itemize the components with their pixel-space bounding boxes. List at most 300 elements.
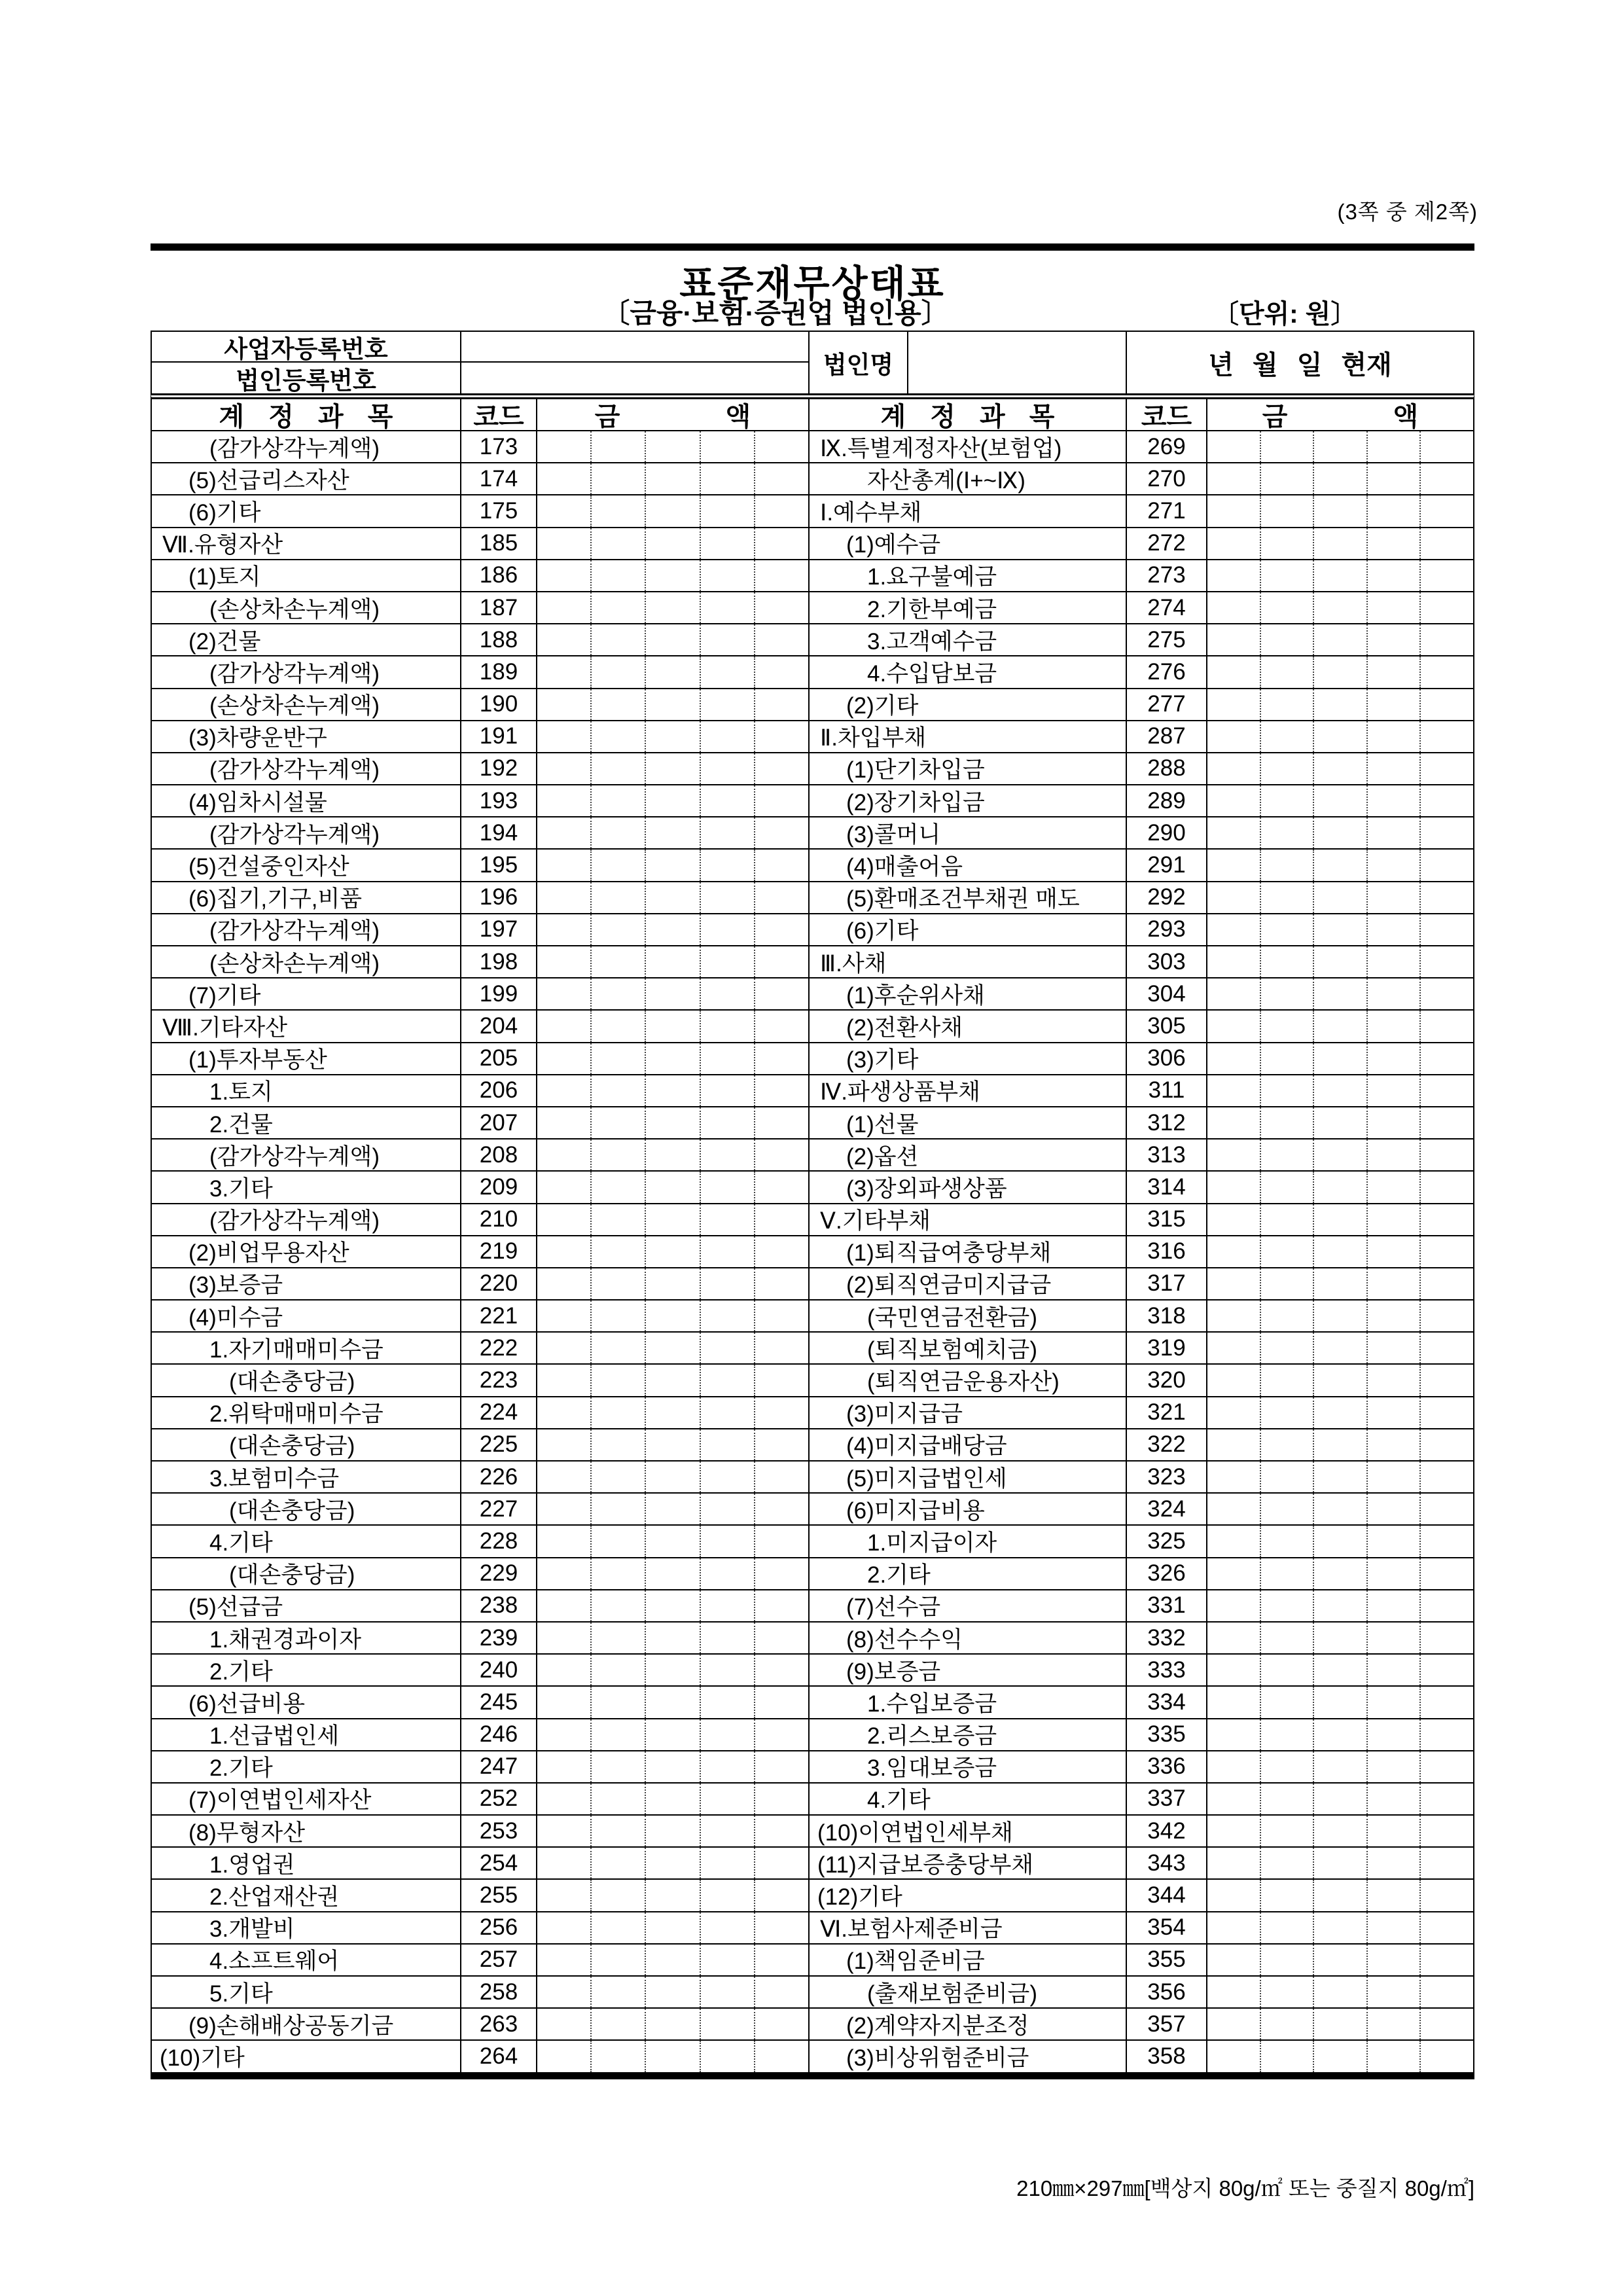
account-code: 239 xyxy=(461,1621,537,1653)
account-code: 240 xyxy=(461,1653,537,1685)
amount-digit-group xyxy=(645,1333,699,1363)
account-name: (퇴직연금운용자산) xyxy=(810,1363,1127,1395)
amount-cell xyxy=(1207,1621,1473,1653)
amount-digit-group xyxy=(1260,1655,1313,1685)
amount-digit-group xyxy=(1419,978,1473,1009)
amount-digit-group xyxy=(1260,978,1313,1009)
amount-digit-group xyxy=(700,431,754,462)
amount-digit-group xyxy=(1260,1397,1313,1428)
account-code: 174 xyxy=(461,462,537,494)
amount-digit-group xyxy=(645,1139,699,1170)
amount-digit-group xyxy=(537,1945,590,1975)
account-code: 229 xyxy=(461,1557,537,1589)
account-code: 356 xyxy=(1127,1975,1207,2007)
amount-digit-group xyxy=(645,817,699,848)
amount-cell xyxy=(1207,655,1473,687)
amount-digit-group xyxy=(754,1268,808,1299)
amount-digit-group xyxy=(590,1558,645,1589)
amount-digit-group xyxy=(1419,1880,1473,1910)
amount-cell xyxy=(537,945,810,977)
amount-digit-group xyxy=(754,1912,808,1943)
account-name: (5)선급금 xyxy=(152,1589,461,1621)
amount-digit-group xyxy=(645,656,699,687)
amount-digit-group xyxy=(754,1719,808,1750)
amount-digit-group xyxy=(645,1268,699,1299)
amount-digit-group xyxy=(754,817,808,848)
amount-digit-group xyxy=(537,528,590,559)
amount-digit-group xyxy=(1260,1784,1313,1814)
account-name: (대손충당금) xyxy=(152,1492,461,1524)
amount-digit-group xyxy=(700,2009,754,2039)
amount-digit-group xyxy=(590,689,645,720)
account-code: 258 xyxy=(461,1975,537,2007)
amount-digit-group xyxy=(700,978,754,1009)
business-reg-number-field[interactable] xyxy=(461,332,810,363)
amount-digit-group xyxy=(1366,1880,1420,1910)
account-code: 322 xyxy=(1127,1428,1207,1460)
amount-digit-group xyxy=(1313,560,1366,591)
amount-cell xyxy=(537,816,810,848)
account-code: 315 xyxy=(1127,1203,1207,1235)
account-name: (감가상각누계액) xyxy=(152,430,461,462)
account-code: 320 xyxy=(1127,1363,1207,1395)
amount-digit-group xyxy=(590,1912,645,1943)
amount-digit-group xyxy=(1419,1011,1473,1041)
amount-digit-group xyxy=(537,753,590,784)
amount-digit-group xyxy=(700,1945,754,1975)
amount-digit-group xyxy=(590,914,645,945)
amount-digit-group xyxy=(1260,1816,1313,1846)
amount-cell xyxy=(1207,1203,1473,1235)
amount-digit-group xyxy=(1207,495,1260,526)
amount-digit-group xyxy=(537,978,590,1009)
amount-digit-group xyxy=(1419,1107,1473,1138)
account-code: 317 xyxy=(1127,1267,1207,1299)
amount-digit-group xyxy=(700,463,754,494)
account-code: 210 xyxy=(461,1203,537,1235)
amount-digit-group xyxy=(1366,1655,1420,1685)
amount-cell xyxy=(537,1814,810,1846)
amount-digit-group xyxy=(1313,1268,1366,1299)
amount-digit-group xyxy=(1260,1558,1313,1589)
amount-digit-group xyxy=(645,978,699,1009)
amount-digit-group xyxy=(1419,1945,1473,1975)
amount-digit-group xyxy=(1260,560,1313,591)
amount-digit-group xyxy=(1366,1172,1420,1202)
account-name: (7)이연법인세자산 xyxy=(152,1782,461,1814)
account-name: (5)건설중인자산 xyxy=(152,848,461,880)
account-name: (3)미지급금 xyxy=(810,1396,1127,1428)
paper-spec-note: 210㎜×297㎜[백상지 80g/㎡ 또는 중질지 80g/㎡] xyxy=(1016,2176,1474,2200)
amount-cell xyxy=(537,2039,810,2072)
amount-digit-group xyxy=(645,689,699,720)
amount-digit-group xyxy=(754,656,808,687)
amount-digit-group xyxy=(537,1300,590,1331)
amount-digit-group xyxy=(645,1945,699,1975)
account-name: (감가상각누계액) xyxy=(152,913,461,945)
amount-cell xyxy=(537,462,810,494)
account-code: 337 xyxy=(1127,1782,1207,1814)
account-name: (8)무형자산 xyxy=(152,1814,461,1846)
account-code: 333 xyxy=(1127,1653,1207,1685)
amount-digit-group xyxy=(1419,1494,1473,1524)
amount-digit-group xyxy=(700,1011,754,1041)
account-code: 314 xyxy=(1127,1170,1207,1202)
amount-digit-group xyxy=(590,721,645,752)
amount-cell xyxy=(537,1878,810,1910)
amount-cell xyxy=(537,1492,810,1524)
amount-digit-group xyxy=(537,1236,590,1267)
amount-cell xyxy=(1207,881,1473,913)
amount-digit-group xyxy=(645,1751,699,1782)
amount-digit-group xyxy=(1313,1139,1366,1170)
account-name: (출재보험준비금) xyxy=(810,1975,1127,2007)
account-name: (손상차손누계액) xyxy=(152,945,461,977)
account-name: (퇴직보험예치금) xyxy=(810,1331,1127,1363)
amount-digit-group xyxy=(590,1816,645,1846)
amount-digit-group xyxy=(754,1590,808,1621)
amount-cell xyxy=(537,527,810,559)
amount-digit-group xyxy=(754,689,808,720)
amount-digit-group xyxy=(1260,1204,1313,1235)
account-code: 319 xyxy=(1127,1331,1207,1363)
amount-digit-group xyxy=(1260,2041,1313,2072)
account-name: (7)기타 xyxy=(152,977,461,1009)
amount-digit-group xyxy=(1260,1848,1313,1878)
amount-digit-group xyxy=(1313,1365,1366,1395)
amount-digit-group xyxy=(537,463,590,494)
amount-digit-group xyxy=(700,850,754,880)
amount-digit-group xyxy=(645,1462,699,1492)
account-name: (1)퇴직급여충당부채 xyxy=(810,1235,1127,1267)
amount-digit-group xyxy=(537,1043,590,1074)
account-name: Ⅷ.기타자산 xyxy=(152,1009,461,1041)
account-code: 293 xyxy=(1127,913,1207,945)
amount-digit-group xyxy=(1313,2041,1366,2072)
amount-digit-group xyxy=(700,1623,754,1653)
account-name: 5.기타 xyxy=(152,1975,461,2007)
amount-cell xyxy=(537,848,810,880)
amount-digit-group xyxy=(1366,914,1420,945)
amount-digit-group xyxy=(1313,1945,1366,1975)
amount-digit-group xyxy=(1419,624,1473,655)
account-code: 291 xyxy=(1127,848,1207,880)
column-header-account-left: 계 정 과 목 xyxy=(152,399,461,430)
amount-digit-group xyxy=(700,1848,754,1878)
amount-digit-group xyxy=(590,1784,645,1814)
amount-digit-group xyxy=(1366,1204,1420,1235)
amount-digit-group xyxy=(1207,431,1260,462)
amount-digit-group xyxy=(754,1107,808,1138)
amount-digit-group xyxy=(700,1590,754,1621)
amount-digit-group xyxy=(1207,1011,1260,1041)
amount-digit-group xyxy=(1366,721,1420,752)
amount-digit-group xyxy=(1207,528,1260,559)
amount-digit-group xyxy=(590,1526,645,1556)
amount-cell xyxy=(537,1074,810,1106)
account-code: 173 xyxy=(461,430,537,462)
amount-cell xyxy=(537,1042,810,1074)
amount-digit-group xyxy=(754,1397,808,1428)
amount-digit-group xyxy=(537,560,590,591)
amount-digit-group xyxy=(754,1526,808,1556)
amount-digit-group xyxy=(537,1075,590,1106)
amount-digit-group xyxy=(537,882,590,913)
amount-cell xyxy=(1207,1943,1473,1975)
amount-digit-group xyxy=(700,1687,754,1717)
amount-digit-group xyxy=(1260,753,1313,784)
amount-digit-group xyxy=(590,1848,645,1878)
account-name: Ⅵ.보험사제준비금 xyxy=(810,1911,1127,1943)
account-name: (감가상각누계액) xyxy=(152,1203,461,1235)
amount-digit-group xyxy=(1419,1139,1473,1170)
account-code: 311 xyxy=(1127,1074,1207,1106)
amount-digit-group xyxy=(1366,1011,1420,1041)
amount-digit-group xyxy=(590,1719,645,1750)
amount-digit-group xyxy=(1419,1655,1473,1685)
amount-digit-group xyxy=(590,1172,645,1202)
account-code: 332 xyxy=(1127,1621,1207,1653)
account-code: 204 xyxy=(461,1009,537,1041)
page-title: 표준재무상태표 xyxy=(679,263,946,305)
amount-digit-group xyxy=(1419,431,1473,462)
amount-digit-group xyxy=(700,528,754,559)
amount-cell xyxy=(1207,1267,1473,1299)
amount-cell xyxy=(1207,720,1473,752)
amount-digit-group xyxy=(1207,689,1260,720)
amount-cell xyxy=(537,430,810,462)
account-code: 189 xyxy=(461,655,537,687)
amount-digit-group xyxy=(1366,689,1420,720)
amount-digit-group xyxy=(1366,1494,1420,1524)
amount-digit-group xyxy=(1207,1655,1260,1685)
amount-cell xyxy=(1207,784,1473,816)
account-code: 270 xyxy=(1127,462,1207,494)
amount-digit-group xyxy=(754,1011,808,1041)
amount-digit-group xyxy=(645,1848,699,1878)
amount-digit-group xyxy=(1207,560,1260,591)
amount-digit-group xyxy=(645,1172,699,1202)
account-name: 4.수입담보금 xyxy=(810,655,1127,687)
amount-digit-group xyxy=(1366,1075,1420,1106)
account-code: 252 xyxy=(461,1782,537,1814)
amount-digit-group xyxy=(1313,1075,1366,1106)
account-name: (1)토지 xyxy=(152,559,461,591)
amount-digit-group xyxy=(1260,850,1313,880)
amount-digit-group xyxy=(1313,817,1366,848)
amount-digit-group xyxy=(590,946,645,977)
amount-cell xyxy=(537,977,810,1009)
amount-digit-group xyxy=(1260,656,1313,687)
amount-digit-group xyxy=(590,1655,645,1685)
amount-digit-group xyxy=(754,1494,808,1524)
amount-cell xyxy=(537,1460,810,1492)
amount-digit-group xyxy=(590,528,645,559)
amount-digit-group xyxy=(1313,1204,1366,1235)
amount-cell xyxy=(1207,462,1473,494)
amount-cell xyxy=(1207,1492,1473,1524)
account-name: (1)책임준비금 xyxy=(810,1943,1127,1975)
account-code: 357 xyxy=(1127,2007,1207,2039)
account-name: (6)집기,기구,비품 xyxy=(152,881,461,913)
top-rule xyxy=(151,243,1474,251)
account-code: 335 xyxy=(1127,1718,1207,1750)
amount-digit-group xyxy=(1260,1236,1313,1267)
amount-cell xyxy=(1207,1299,1473,1331)
amount-digit-group xyxy=(1419,2009,1473,2039)
amount-digit-group xyxy=(1419,689,1473,720)
account-name: (9)손해배상공동기금 xyxy=(152,2007,461,2039)
amount-digit-group xyxy=(645,1816,699,1846)
account-code: 344 xyxy=(1127,1878,1207,1910)
account-code: 228 xyxy=(461,1524,537,1556)
amount-digit-group xyxy=(1207,1848,1260,1878)
amount-digit-group xyxy=(1207,1687,1260,1717)
account-code: 222 xyxy=(461,1331,537,1363)
amount-digit-group xyxy=(1260,1300,1313,1331)
amount-cell xyxy=(1207,623,1473,655)
amount-digit-group xyxy=(700,1655,754,1685)
corporation-name-field[interactable] xyxy=(908,332,1127,393)
amount-digit-group xyxy=(645,1300,699,1331)
amount-digit-group xyxy=(1207,1365,1260,1395)
amount-digit-group xyxy=(645,1880,699,1910)
amount-digit-group xyxy=(754,463,808,494)
amount-digit-group xyxy=(1260,592,1313,623)
corporate-reg-number-field[interactable] xyxy=(461,363,810,393)
amount-digit-group xyxy=(1260,1268,1313,1299)
page-number-note: (3쪽 중 제2쪽) xyxy=(1337,200,1478,224)
amount-digit-group xyxy=(1207,817,1260,848)
account-code: 186 xyxy=(461,559,537,591)
amount-digit-group xyxy=(537,1880,590,1910)
account-name: 4.기타 xyxy=(810,1782,1127,1814)
amount-cell xyxy=(1207,1975,1473,2007)
amount-digit-group xyxy=(1260,817,1313,848)
amount-digit-group xyxy=(1207,1977,1260,2007)
amount-digit-group xyxy=(590,1043,645,1074)
amount-digit-group xyxy=(1419,1751,1473,1782)
amount-digit-group xyxy=(1260,1075,1313,1106)
account-code: 269 xyxy=(1127,430,1207,462)
amount-digit-group xyxy=(700,1172,754,1202)
amount-digit-group xyxy=(1260,689,1313,720)
amount-cell xyxy=(1207,816,1473,848)
amount-digit-group xyxy=(590,2009,645,2039)
amount-digit-group xyxy=(1419,1719,1473,1750)
amount-digit-group xyxy=(1366,1043,1420,1074)
amount-digit-group xyxy=(1366,978,1420,1009)
account-name: (4)임차시설물 xyxy=(152,784,461,816)
account-name: (대손충당금) xyxy=(152,1428,461,1460)
amount-digit-group xyxy=(1419,721,1473,752)
amount-cell xyxy=(537,1170,810,1202)
account-name: Ⅱ.차입부채 xyxy=(810,720,1127,752)
business-reg-number-label: 사업자등록번호 xyxy=(152,332,461,363)
amount-digit-group xyxy=(590,1880,645,1910)
unit-label: 〔단위: 원〕 xyxy=(1213,300,1357,329)
amount-digit-group xyxy=(1260,528,1313,559)
amount-digit-group xyxy=(1260,2009,1313,2039)
amount-cell xyxy=(537,1685,810,1717)
amount-digit-group xyxy=(754,495,808,526)
account-code: 313 xyxy=(1127,1138,1207,1170)
account-code: 304 xyxy=(1127,977,1207,1009)
account-code: 205 xyxy=(461,1042,537,1074)
amount-digit-group xyxy=(1260,946,1313,977)
amount-digit-group xyxy=(590,1623,645,1653)
amount-digit-group xyxy=(754,721,808,752)
amount-cell xyxy=(537,1428,810,1460)
amount-digit-group xyxy=(1260,1011,1313,1041)
amount-digit-group xyxy=(754,1655,808,1685)
amount-digit-group xyxy=(700,1912,754,1943)
amount-digit-group xyxy=(1260,495,1313,526)
amount-digit-group xyxy=(754,1880,808,1910)
amount-digit-group xyxy=(1419,1784,1473,1814)
amount-digit-group xyxy=(700,1333,754,1363)
amount-digit-group xyxy=(1366,1558,1420,1589)
amount-digit-group xyxy=(1366,1526,1420,1556)
amount-digit-group xyxy=(1260,882,1313,913)
amount-digit-group xyxy=(700,592,754,623)
amount-digit-group xyxy=(700,1236,754,1267)
amount-digit-group xyxy=(537,850,590,880)
account-name: 2.리스보증금 xyxy=(810,1718,1127,1750)
amount-cell xyxy=(537,494,810,526)
amount-digit-group xyxy=(1313,721,1366,752)
amount-digit-group xyxy=(1366,1107,1420,1138)
amount-digit-group xyxy=(754,1075,808,1106)
amount-digit-group xyxy=(754,1236,808,1267)
amount-digit-group xyxy=(1207,1333,1260,1363)
amount-digit-group xyxy=(1207,1043,1260,1074)
account-name: (1)투자부동산 xyxy=(152,1042,461,1074)
amount-digit-group xyxy=(537,946,590,977)
amount-digit-group xyxy=(1260,1494,1313,1524)
doc-subtitle: 〔금융·보험·증권업 법인용〕 xyxy=(602,298,949,329)
amount-digit-group xyxy=(537,1494,590,1524)
amount-digit-group xyxy=(1260,1139,1313,1170)
account-name: (3)기타 xyxy=(810,1042,1127,1074)
amount-digit-group xyxy=(1419,495,1473,526)
amount-digit-group xyxy=(537,2041,590,2072)
amount-digit-group xyxy=(1366,1848,1420,1878)
amount-digit-group xyxy=(754,978,808,1009)
amount-digit-group xyxy=(1207,1880,1260,1910)
amount-cell xyxy=(1207,1782,1473,1814)
account-code: 316 xyxy=(1127,1235,1207,1267)
amount-digit-group xyxy=(700,1043,754,1074)
amount-digit-group xyxy=(1260,1172,1313,1202)
account-code: 247 xyxy=(461,1750,537,1782)
amount-digit-group xyxy=(754,1462,808,1492)
amount-cell xyxy=(1207,1363,1473,1395)
amount-digit-group xyxy=(1366,1912,1420,1943)
account-name: 2.기타 xyxy=(152,1653,461,1685)
amount-digit-group xyxy=(1366,1139,1420,1170)
amount-digit-group xyxy=(590,785,645,816)
account-name: (10)기타 xyxy=(152,2039,461,2072)
account-code: 321 xyxy=(1127,1396,1207,1428)
amount-digit-group xyxy=(537,1655,590,1685)
account-name: (3)장외파생상품 xyxy=(810,1170,1127,1202)
amount-digit-group xyxy=(1313,592,1366,623)
amount-digit-group xyxy=(1419,817,1473,848)
amount-digit-group xyxy=(537,1268,590,1299)
account-name: Ⅲ.사채 xyxy=(810,945,1127,977)
amount-digit-group xyxy=(1366,1590,1420,1621)
